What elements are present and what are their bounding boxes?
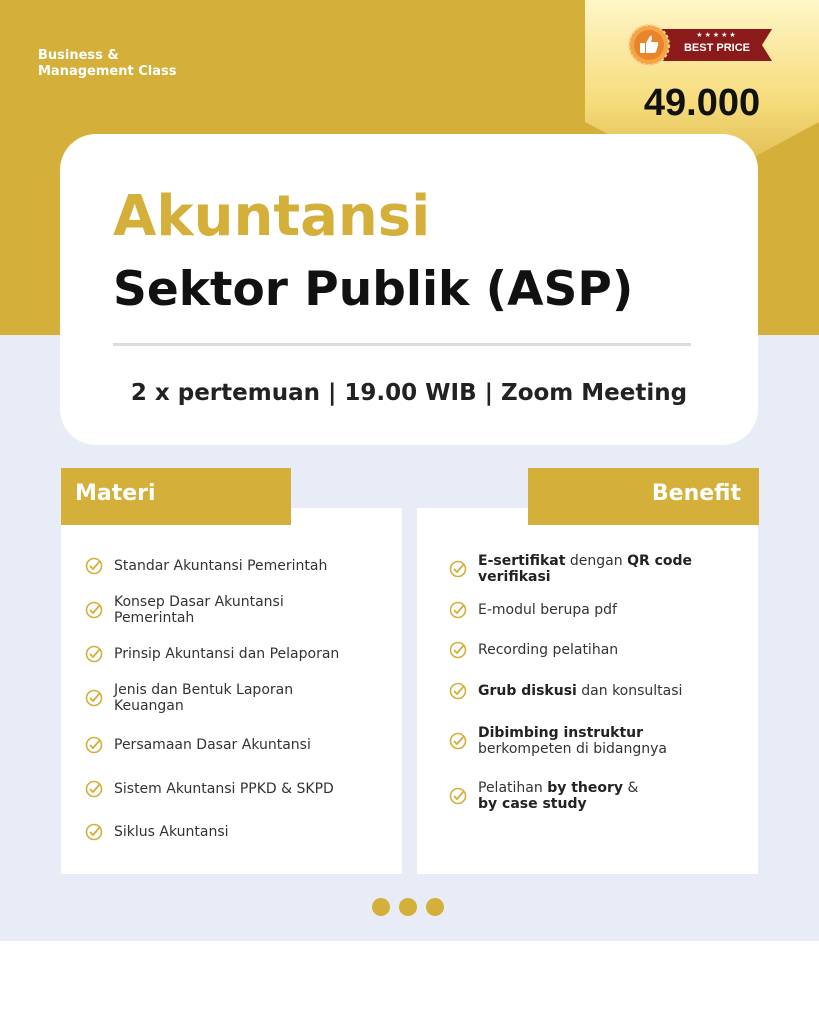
- brand-line-2: Management Class: [38, 64, 177, 79]
- check-circle-icon: [85, 557, 103, 575]
- check-circle-icon: [85, 601, 103, 619]
- benefit-item-bold: verifikasi: [478, 569, 551, 585]
- best-price-label: BEST PRICE: [683, 42, 750, 54]
- materi-item-text: Prinsip Akuntansi dan Pelaporan: [114, 646, 340, 662]
- materi-item: [85, 736, 311, 754]
- check-circle-icon: [449, 787, 467, 805]
- schedule-info: 2 x pertemuan | 19.00 WIB | Zoom Meeting: [130, 380, 688, 406]
- materi-item: [85, 594, 284, 626]
- materi-item-text: Jenis dan Bentuk Laporan: [114, 682, 294, 698]
- benefit-item: [449, 780, 638, 812]
- benefit-item-bold: Dibimbing instruktur: [478, 725, 644, 741]
- brand-line-1: Business &: [38, 48, 119, 63]
- benefit-header: Benefit: [528, 468, 759, 525]
- benefit-item: [449, 553, 692, 585]
- materi-item: [85, 557, 327, 575]
- materi-item-text: Keuangan: [114, 698, 184, 714]
- benefit-item-text: &: [623, 780, 639, 796]
- benefit-item-bold: by theory: [547, 780, 624, 796]
- materi-item: [85, 645, 339, 663]
- materi-item-text: Siklus Akuntansi: [114, 824, 229, 840]
- pagination-dots: [372, 898, 444, 916]
- benefit-item-text: E-modul berupa pdf: [478, 602, 617, 618]
- materi-item-text: Pemerintah: [114, 610, 195, 626]
- course-title-line-1: Akuntansi: [113, 184, 431, 249]
- benefit-item-text: berkompeten di bidangnya: [478, 741, 667, 757]
- benefit-item: [449, 725, 667, 757]
- title-divider: [113, 343, 691, 346]
- check-circle-icon: [85, 736, 103, 754]
- materi-header: Materi: [61, 468, 291, 525]
- stars-rating: ★★★★★: [696, 31, 738, 39]
- materi-item: [85, 682, 293, 714]
- price-value: 49.000: [643, 82, 761, 124]
- check-circle-icon: [449, 732, 467, 750]
- check-circle-icon: [449, 682, 467, 700]
- materi-item: [85, 780, 334, 798]
- benefit-item-bold: Grub diskusi: [478, 683, 577, 699]
- check-circle-icon: [449, 560, 467, 578]
- materi-item-text: Standar Akuntansi Pemerintah: [114, 558, 328, 574]
- brand-label: [38, 48, 176, 80]
- benefit-item-bold: by case study: [478, 796, 587, 812]
- benefit-item-text: dengan: [565, 553, 628, 569]
- check-circle-icon: [85, 645, 103, 663]
- pagination-dot: [372, 898, 390, 916]
- benefit-item-text: Recording pelatihan: [478, 642, 619, 658]
- benefit-item: [449, 682, 682, 700]
- benefit-item: [449, 641, 618, 659]
- benefit-item-text: dan konsultasi: [576, 683, 683, 699]
- materi-item-text: Sistem Akuntansi PPKD & SKPD: [114, 781, 334, 797]
- check-circle-icon: [449, 601, 467, 619]
- check-circle-icon: [449, 641, 467, 659]
- benefit-item: [449, 601, 617, 619]
- benefit-item-bold: E-sertifikat: [478, 553, 566, 569]
- materi-item: [85, 823, 229, 841]
- benefit-item-bold: QR code: [627, 553, 693, 569]
- pagination-dot: [426, 898, 444, 916]
- benefit-item-text: Pelatihan: [478, 780, 548, 796]
- check-circle-icon: [85, 780, 103, 798]
- check-circle-icon: [85, 689, 103, 707]
- materi-item-text: Konsep Dasar Akuntansi: [114, 594, 284, 610]
- bottom-background: [0, 941, 819, 1024]
- materi-item-text: Persamaan Dasar Akuntansi: [114, 737, 311, 753]
- course-title-line-2: Sektor Publik (ASP): [113, 262, 634, 317]
- thumbs-up-icon: [628, 24, 670, 66]
- check-circle-icon: [85, 823, 103, 841]
- pagination-dot: [399, 898, 417, 916]
